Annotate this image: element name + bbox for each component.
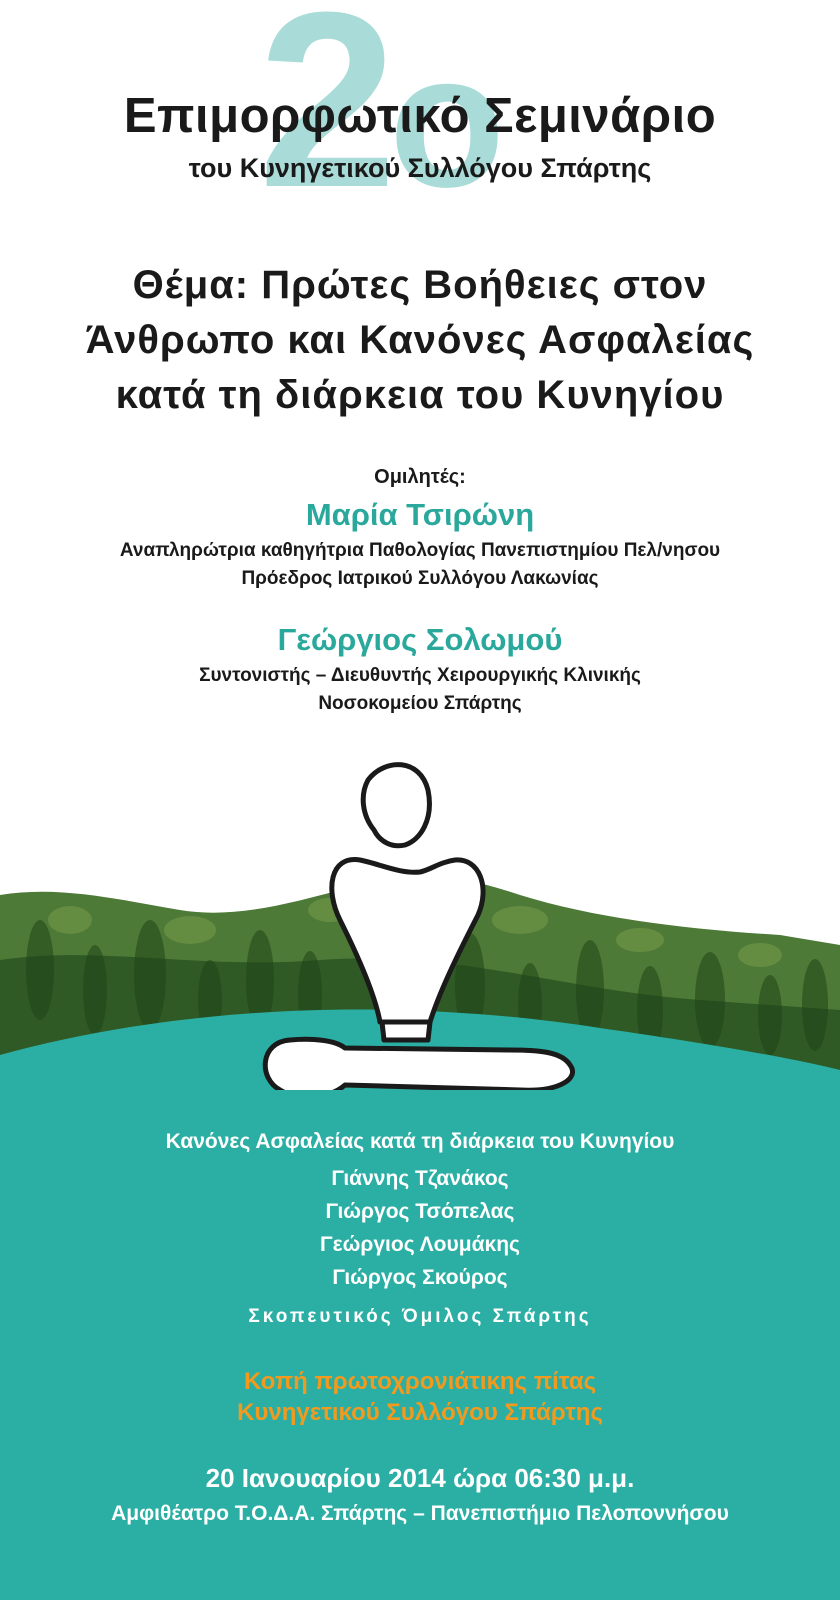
safety-speaker-4: Γιώργος Σκούρος — [332, 1266, 508, 1289]
shooting-club-name: Σκοπευτικός Όμιλος Σπάρτης — [248, 1306, 592, 1327]
new-year-pie-notice — [0, 1366, 840, 1428]
theme-line-1: Θέμα: Πρώτες Βοήθειες στον — [132, 263, 708, 307]
safety-speaker-2: Γιώργος Τσόπελας — [325, 1200, 515, 1223]
page-title: Επιμορφωτικό Σεμινάριο — [123, 89, 717, 143]
pita-line-2: Κυνηγετικού Συλλόγου Σπάρτης — [237, 1399, 603, 1426]
speaker-1-role-2: Πρόεδρος Ιατρικού Συλλόγου Λακωνίας — [241, 568, 599, 589]
numeral-suffix: ο — [389, 15, 498, 227]
event-date-time: 20 Ιανουαρίου 2014 ώρα 06:30 μ.μ. — [205, 1463, 635, 1493]
speakers-label: Ομιλητές: — [374, 466, 466, 488]
pita-line-1: Κοπή πρωτοχρονιάτικης πίτας — [243, 1368, 597, 1395]
safety-speaker-3: Γεώργιος Λουμάκης — [320, 1233, 520, 1256]
theme-line-2: Άνθρωπο και Κανόνες Ασφαλείας — [85, 318, 755, 362]
safety-speaker-1: Γιάννης Τζανάκος — [331, 1167, 509, 1190]
numeral-main: 2 — [258, 0, 390, 239]
safety-topic-title: Κανόνες Ασφαλείας κατά τη διάρκεια του Κυνηγίου — [165, 1130, 675, 1153]
theme-line-3: κατά τη διάρκεια του Κυνηγίου — [115, 373, 725, 417]
speaker-name-2: Γεώργιος Σολωμού — [277, 622, 563, 657]
speaker-2-role-1: Συντονιστής – Διευθυντής Χειρουργικής Κλινικής — [199, 665, 641, 686]
event-venue: Αμφιθέατρο Τ.Ο.Δ.Α. Σπάρτης – Πανεπιστήμιο Πελοποννήσου — [111, 1502, 729, 1525]
page-subtitle: του Κυνηγετικού Συλλόγου Σπάρτης — [188, 153, 652, 183]
speaker-description-1 — [0, 537, 840, 593]
speaker-description-2 — [0, 662, 840, 718]
speaker-name-1: Μαρία Τσιρώνη — [305, 497, 535, 532]
safety-speakers-list — [0, 1162, 840, 1294]
seminar-theme — [0, 258, 840, 423]
speaker-2-role-2: Νοσοκομείου Σπάρτης — [318, 693, 522, 714]
speaker-1-role-1: Αναπληρώτρια καθηγήτρια Παθολογίας Πανεπιστημίου Πελ/νησου — [119, 540, 721, 561]
